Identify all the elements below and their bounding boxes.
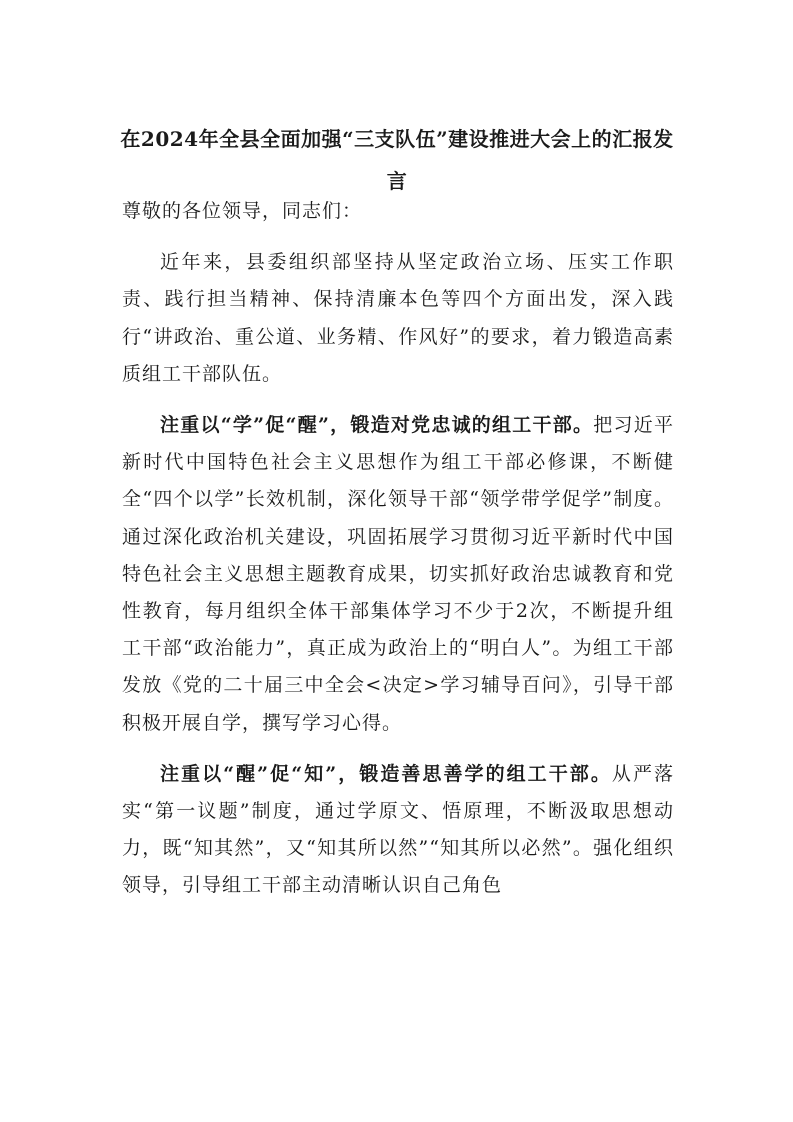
section-lead-1: 注重以“学”促“醒”，锻造对党忠诚的组工干部。 xyxy=(160,414,594,437)
section-paragraph-2 xyxy=(122,756,674,905)
section-lead-2: 注重以“醒”促“知”，锻造善思善学的组工干部。 xyxy=(160,762,612,785)
document-body xyxy=(122,193,674,919)
intro-paragraph: 近年来，县委组织部坚持从坚定政治立场、压实工作职责、践行担当精神、保持清廉本色等四个方面出发，深入践行“讲政治、重公道、业务精、作风好”的要求，着力锻造高素质组工干部队伍。 xyxy=(122,251,674,385)
document-title: 在2024年全县全面加强“三支队伍”建设推进大会上的汇报发言 xyxy=(120,127,674,193)
section-paragraph-1 xyxy=(122,407,674,742)
section-text-2: 从严落实“第一议题”制度，通过学原文、悟原理，不断汲取思想动力，既“知其然”，又“知其所以然”“知其所以必然”。强化组织领导，引导组工干部主动清晰认识自己角色 xyxy=(122,762,674,897)
section-text-1: 把习近平新时代中国特色社会主义思想作为组工干部必修课，不断健全“四个以学”长效机制，深化领导干部“领学带学促学”制度。通过深化政治机关建设，巩固拓展学习贯彻习近平新时代中国特色社会主义思想主题教育成果，切实抓好政治忠诚教育和党性教育，每月组织全体干部集体学习不少于2次，不断提升组工干部“政治能力”，真正成为政治上的“明白人”。为组工干部发放《党的二十届三中全会<决定>学习辅导百问》，引导干部积极开展自学，撰写学习心得。 xyxy=(122,414,674,734)
greeting: 尊敬的各位领导，同志们： xyxy=(122,200,363,222)
